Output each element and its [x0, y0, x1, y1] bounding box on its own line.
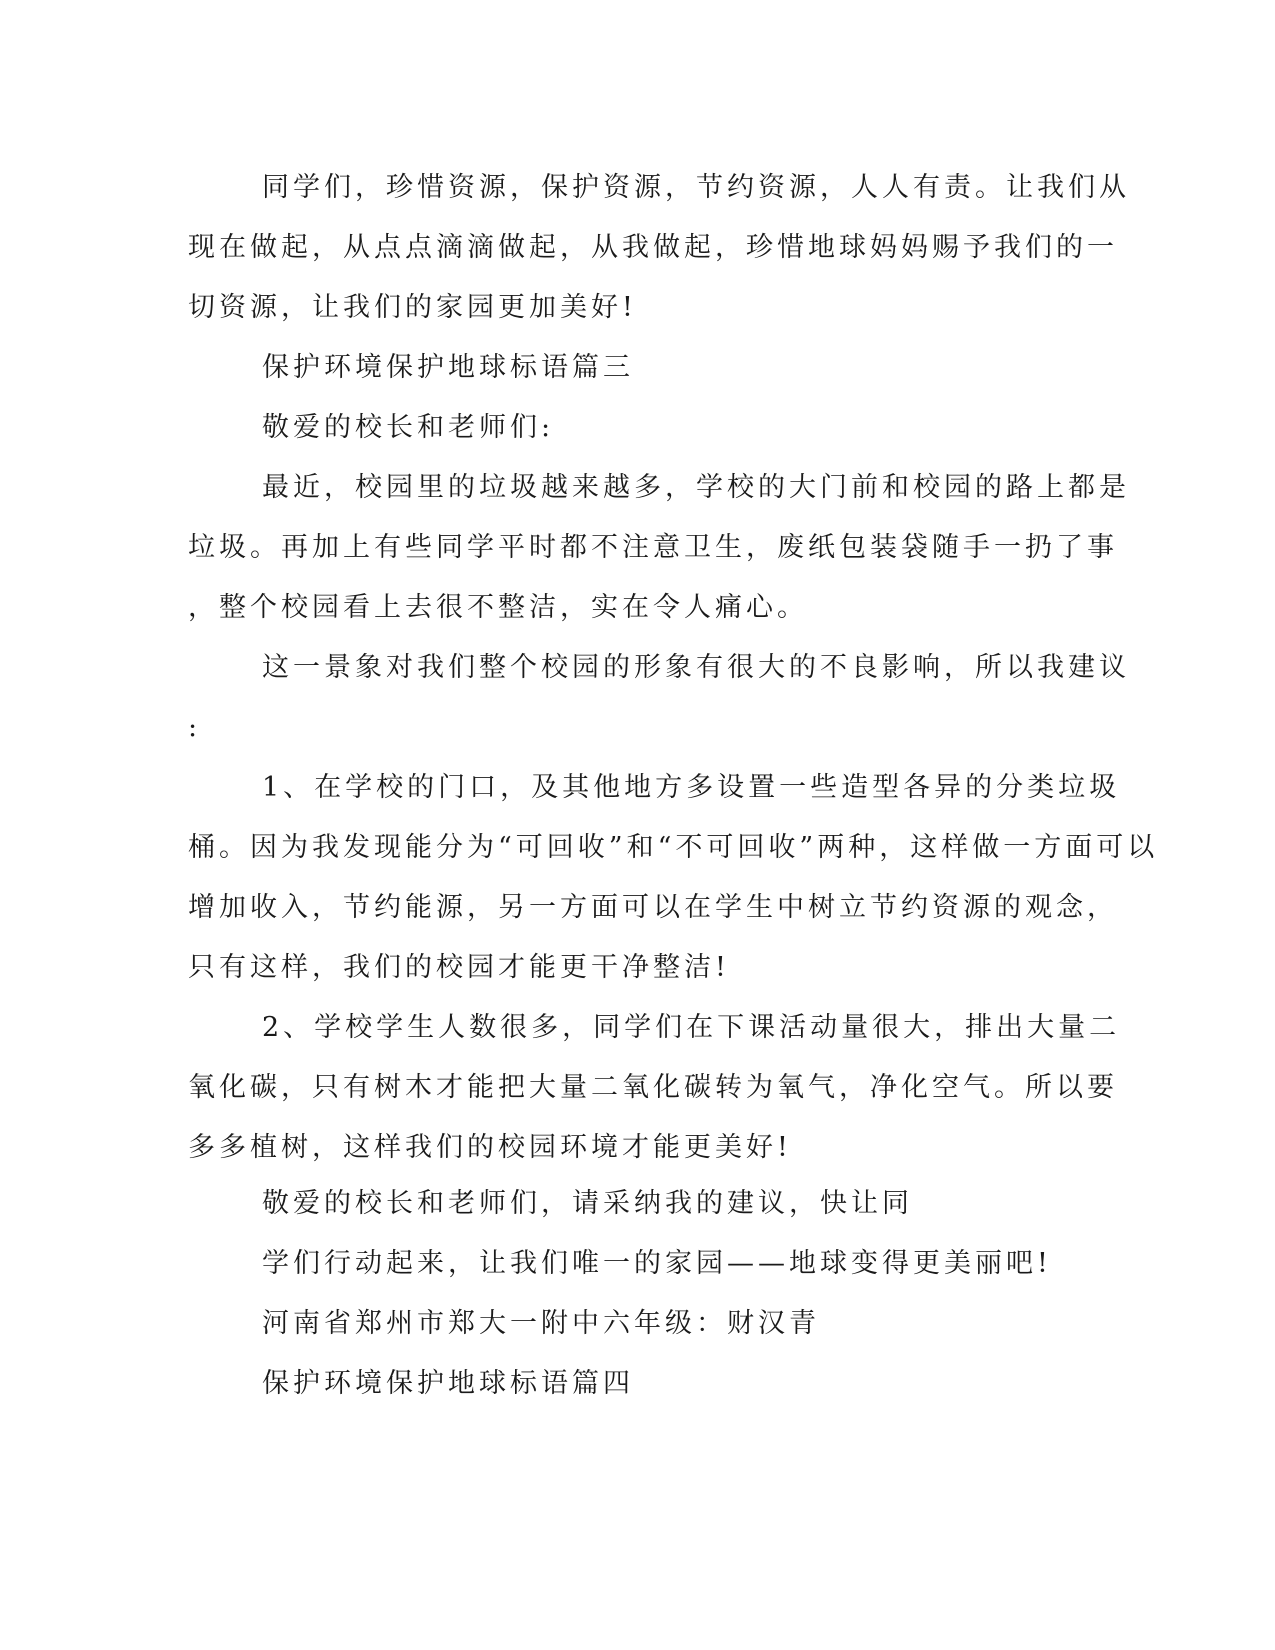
paragraph-line: 桶。因为我发现能分为“可回收”和“不可回收”两种，这样做一方面可以 [188, 832, 1159, 863]
paragraph-line: 同学们，珍惜资源，保护资源，节约资源，人人有责。让我们从 [262, 172, 1130, 203]
paragraph-line: : [188, 712, 202, 743]
salutation: 敬爱的校长和老师们: [262, 412, 555, 443]
paragraph-line: 垃圾。再加上有些同学平时都不注意卫生，废纸包装袋随手一扔了事 [188, 532, 1118, 563]
paragraph-line: 只有这样，我们的校园才能更干净整洁! [188, 952, 730, 983]
paragraph-line: 氧化碳，只有树木才能把大量二氧化碳转为氧气，净化空气。所以要 [188, 1072, 1118, 1103]
paragraph-line: ，整个校园看上去很不整洁，实在令人痛心。 [188, 592, 808, 623]
paragraph-line: 2、学校学生人数很多，同学们在下课活动量很大，排出大量二 [262, 1012, 1121, 1043]
section-heading: 保护环境保护地球标语篇四 [262, 1368, 634, 1399]
paragraph-line: 多多植树，这样我们的校园环境才能更美好! [188, 1132, 792, 1163]
paragraph-line: 敬爱的校长和老师们，请采纳我的建议，快让同 [262, 1188, 913, 1219]
paragraph-line: 学们行动起来，让我们唯一的家园——地球变得更美丽吧! [262, 1248, 1052, 1279]
paragraph-line: 现在做起，从点点滴滴做起，从我做起，珍惜地球妈妈赐予我们的一 [188, 232, 1118, 263]
paragraph-line: 增加收入，节约能源，另一方面可以在学生中树立节约资源的观念， [188, 892, 1118, 923]
paragraph-line: 1、在学校的门口，及其他地方多设置一些造型各异的分类垃圾 [262, 772, 1121, 803]
paragraph-line: 这一景象对我们整个校园的形象有很大的不良影响，所以我建议 [262, 652, 1130, 683]
paragraph-line: 切资源，让我们的家园更加美好! [188, 292, 637, 323]
paragraph-line: 最近，校园里的垃圾越来越多，学校的大门前和校园的路上都是 [262, 472, 1130, 503]
signature-line: 河南省郑州市郑大一附中六年级：财汉青 [262, 1308, 820, 1339]
section-heading: 保护环境保护地球标语篇三 [262, 352, 634, 383]
